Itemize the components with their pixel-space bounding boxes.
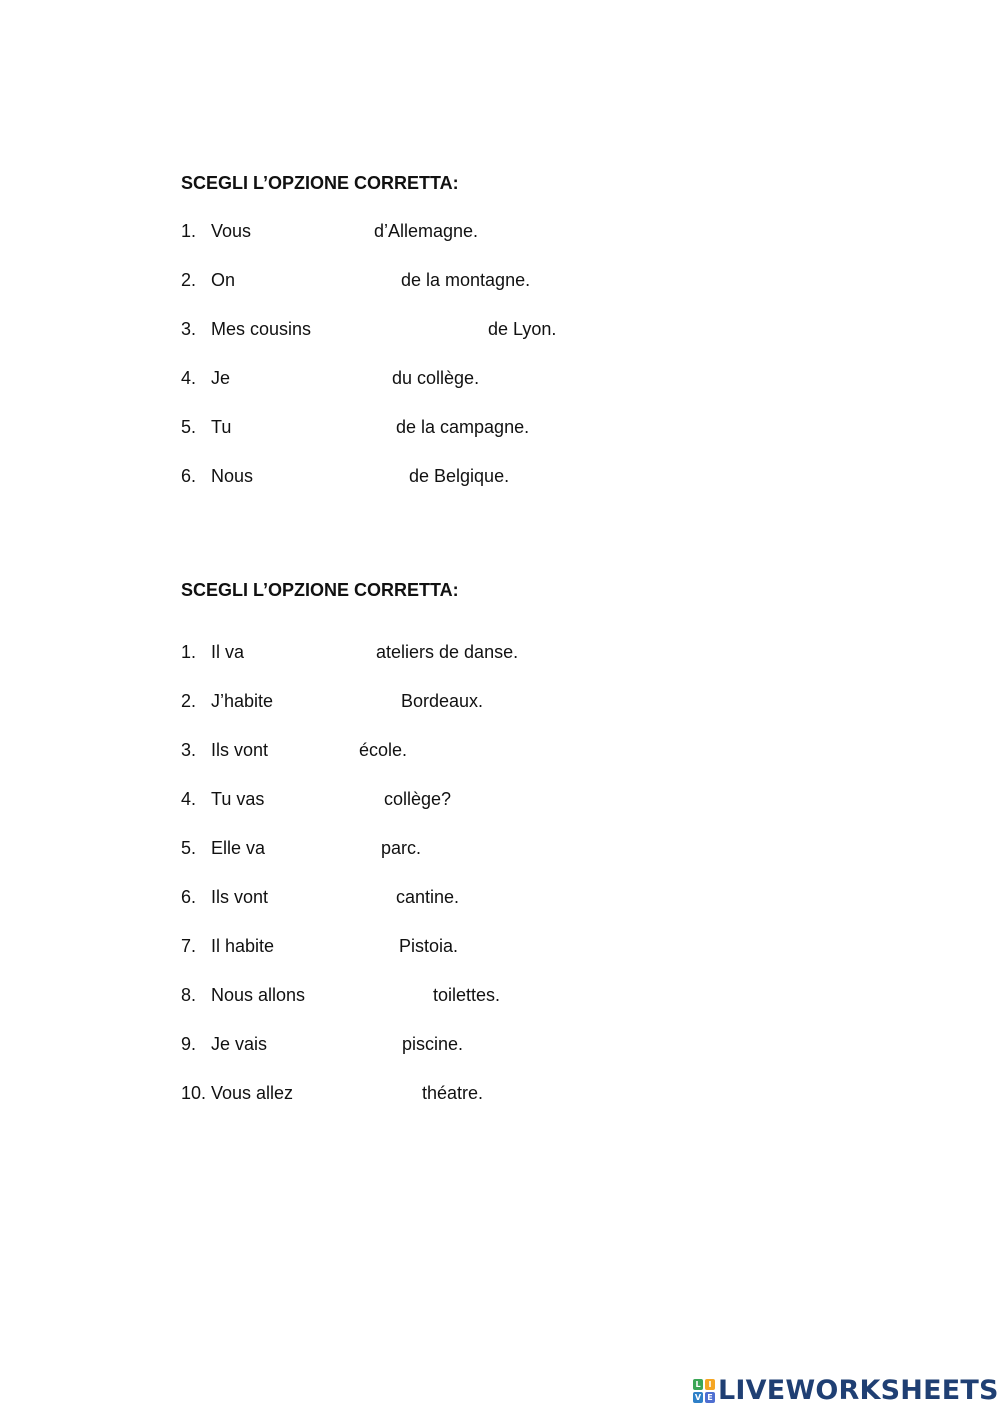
item-rest: d’Allemagne.	[374, 221, 479, 241]
item-rest: cantine.	[396, 887, 460, 907]
answer-blank[interactable]	[273, 790, 376, 808]
answer-blank[interactable]	[253, 643, 368, 661]
item-subject: Je vais	[211, 1034, 268, 1054]
item-subject: Tu vas	[211, 789, 265, 809]
item-subject: Nous	[211, 466, 254, 486]
item-subject: Il va	[211, 642, 245, 662]
item-subject: J’habite	[211, 691, 274, 711]
answer-blank[interactable]	[261, 222, 366, 240]
item-number: 8.	[181, 985, 197, 1005]
answer-blank[interactable]	[322, 986, 425, 1004]
section-2-heading: SCEGLI L’OPZIONE CORRETTA:	[181, 580, 459, 600]
item-rest: de Belgique.	[409, 466, 510, 486]
item-rest: de la campagne.	[396, 417, 530, 437]
item-number: 4.	[181, 789, 197, 809]
answer-blank[interactable]	[279, 888, 388, 906]
item-subject: Tu	[211, 417, 232, 437]
item-number: 2.	[181, 691, 197, 711]
answer-blank[interactable]	[308, 1084, 413, 1102]
item-subject: Nous allons	[211, 985, 306, 1005]
item-subject: Elle va	[211, 838, 266, 858]
item-subject: Vous allez	[211, 1083, 294, 1103]
item-number: 1.	[181, 642, 197, 662]
item-number: 1.	[181, 221, 197, 241]
answer-blank[interactable]	[285, 692, 393, 710]
item-number: 3.	[181, 740, 197, 760]
item-rest: de Lyon.	[488, 319, 557, 339]
answer-blank[interactable]	[265, 467, 400, 485]
item-rest: parc.	[381, 838, 422, 858]
answer-blank[interactable]	[236, 369, 383, 387]
item-rest: école.	[359, 740, 408, 760]
item-number: 6.	[181, 466, 197, 486]
item-rest: théatre.	[422, 1083, 484, 1103]
item-rest: de la montagne.	[401, 270, 531, 290]
answer-blank[interactable]	[275, 839, 373, 857]
answer-blank[interactable]	[279, 741, 351, 759]
answer-blank[interactable]	[238, 418, 388, 436]
item-subject: Je	[211, 368, 231, 388]
answer-blank[interactable]	[243, 271, 393, 289]
item-rest: toilettes.	[433, 985, 501, 1005]
section-1-heading: SCEGLI L’OPZIONE CORRETTA:	[181, 173, 459, 193]
answer-blank[interactable]	[326, 320, 478, 338]
item-number: 6.	[181, 887, 197, 907]
item-number: 5.	[181, 838, 197, 858]
item-rest: Pistoia.	[399, 936, 459, 956]
item-number: 3.	[181, 319, 197, 339]
item-subject: On	[211, 270, 236, 290]
answer-blank[interactable]	[275, 1035, 393, 1053]
item-number: 2.	[181, 270, 197, 290]
item-number: 9.	[181, 1034, 197, 1054]
logo-mark-icon: L I V E	[693, 1379, 715, 1403]
item-subject: Vous	[211, 221, 252, 241]
item-rest: du collège.	[392, 368, 480, 388]
item-rest: collège?	[384, 789, 452, 809]
item-number: 10.	[181, 1083, 207, 1103]
item-rest: piscine.	[402, 1034, 464, 1054]
item-rest: ateliers de danse.	[376, 642, 519, 662]
item-subject: Mes cousins	[211, 319, 312, 339]
item-subject: Ils vont	[211, 887, 269, 907]
item-number: 7.	[181, 936, 197, 956]
item-number: 4.	[181, 368, 197, 388]
answer-blank[interactable]	[289, 937, 391, 955]
liveworksheets-logo	[693, 1376, 999, 1406]
item-rest: Bordeaux.	[401, 691, 484, 711]
item-subject: Ils vont	[211, 740, 269, 760]
item-subject: Il habite	[211, 936, 275, 956]
item-number: 5.	[181, 417, 197, 437]
logo-text: LIVEWORKSHEETS	[718, 1375, 999, 1406]
